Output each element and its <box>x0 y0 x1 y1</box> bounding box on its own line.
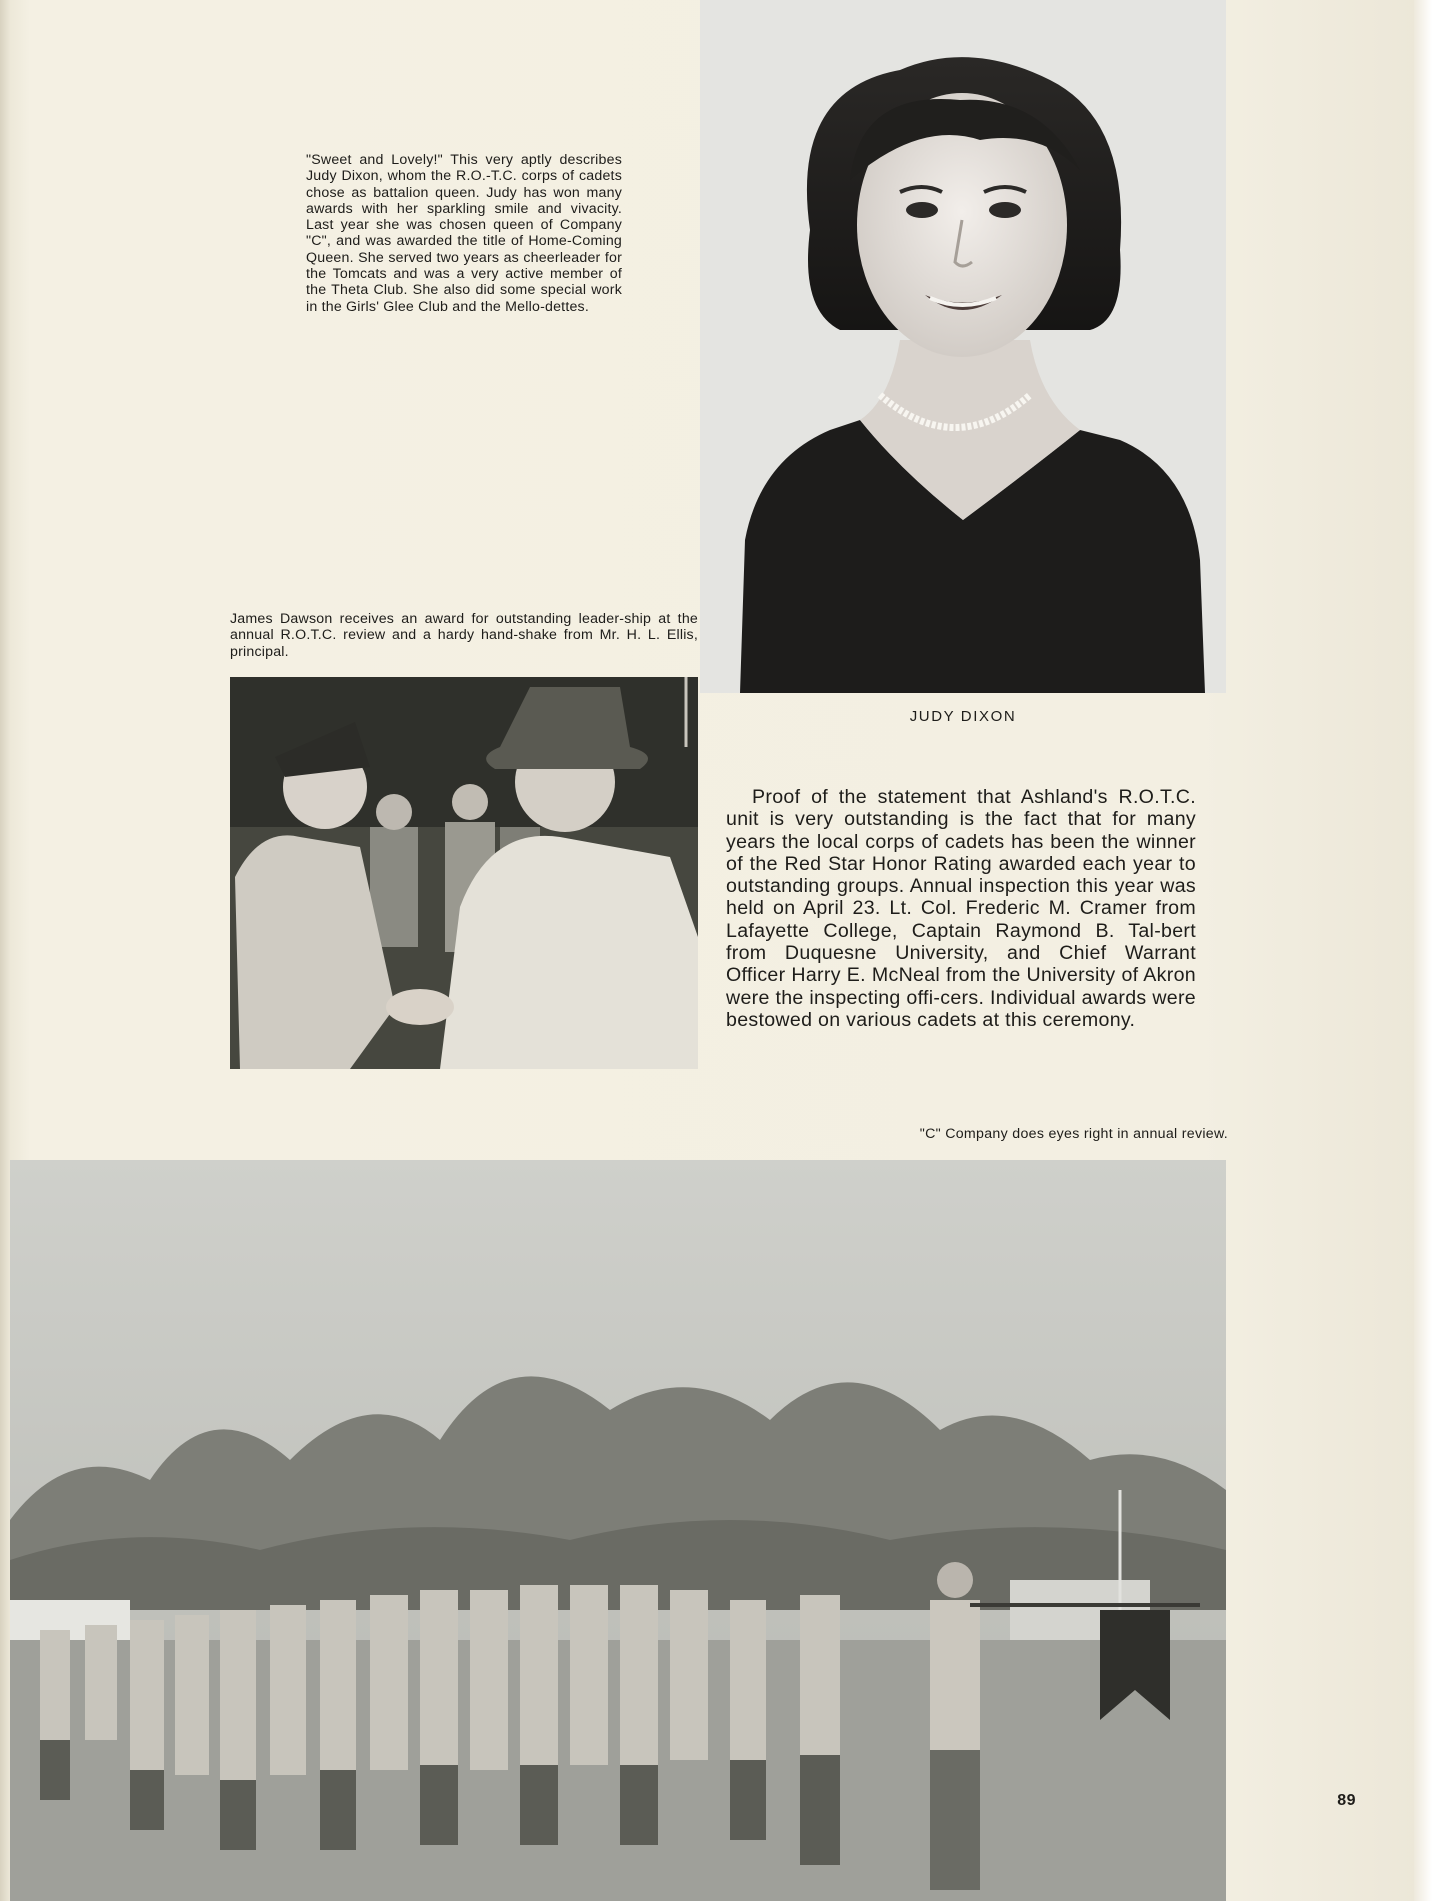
award-handshake-photo <box>230 677 698 1069</box>
judy-dixon-portrait <box>700 0 1226 693</box>
company-review-photo <box>10 1160 1226 1901</box>
page-spine-shadow <box>0 0 10 1901</box>
review-caption: "C" Company does eyes right in annual review. <box>919 1126 1228 1142</box>
queen-description: "Sweet and Lovely!" This very aptly describes Judy Dixon, whom the R.O.-T.C. corps of cadets chose as battalion queen. Judy has won many awards with her sparkling smile and vivacity. Last year she was chosen queen of Company "C", and was awarded the title of Home-Coming Queen. She served two years as cheerleader for the Tomcats and was a very active member of the Theta Club. She also did some special work in the Girls' Glee Club and the Mello-dettes. <box>306 152 622 315</box>
portrait-caption: JUDY DIXON <box>909 708 1017 725</box>
page-number: 89 <box>1337 1792 1356 1809</box>
award-caption: James Dawson receives an award for outstanding leader-ship at the annual R.O.T.C. review and a hardy hand-shake from Mr. H. L. Ellis, principal. <box>230 611 698 660</box>
page-edge <box>1414 0 1432 1901</box>
rotc-body-text: Proof of the statement that Ashland's R.O.T.C. unit is very outstanding is the fact that for many years the local corps of cadets has been the winner of the Red Star Honor Rating awarded each year to outstanding groups. Annual inspection this year was held on April 23. Lt. Col. Frederic M. Cramer from Lafayette College, Captain Raymond B. Tal-bert from Duquesne University, and Chief Warrant Officer Harry E. McNeal from the University of Akron were the inspecting offi-cers. Individual awards were bestowed on various cadets at this ceremony. <box>726 786 1196 1031</box>
